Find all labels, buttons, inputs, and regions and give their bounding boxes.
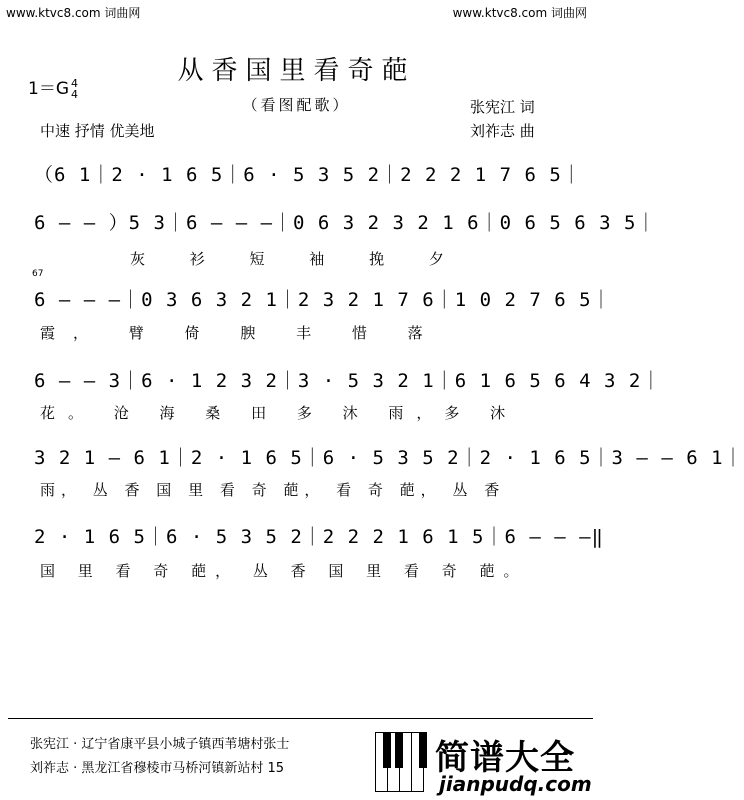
score-line-2: 6 — — ）5 3｜6 — — —｜0 6 3 2 3 2 1 6｜0 6 5 6 3 5｜ bbox=[34, 212, 657, 234]
score-line-5: 3 2 1 — 6 1｜2 · 1 6 5｜6 · 5 3 5 2｜2 · 1 6 5｜3 — — 6 1｜ bbox=[34, 447, 744, 469]
tempo-marking: 中速 抒情 优美地 bbox=[40, 122, 155, 140]
watermark-left: www.ktvc8.com 词曲网 bbox=[6, 6, 141, 20]
time-signature: 4 4 bbox=[71, 77, 78, 101]
footer-line-1: 张宪江 · 辽宁省康平县小城子镇西苇塘村张士 bbox=[30, 737, 290, 752]
footer-line-2: 刘祚志 · 黑龙江省穆棱市马桥河镇新站村 15 bbox=[30, 761, 285, 776]
lyrics-line-4: 花。 沧 海 桑 田 多 沐 雨，多 沐 bbox=[40, 404, 519, 422]
lyricist-credit: 张宪江 词 bbox=[470, 98, 535, 116]
lyrics-line-6: 国 里 看 奇 葩， 丛 香 国 里 看 奇 葩。 bbox=[40, 562, 528, 580]
footer-divider bbox=[8, 718, 593, 719]
composer-credit: 刘祚志 曲 bbox=[470, 122, 535, 140]
measure-marker: 67 bbox=[32, 269, 44, 279]
watermark-right: www.ktvc8.com 词曲网 bbox=[452, 6, 587, 20]
logo-url: jianpudq.com bbox=[439, 772, 592, 796]
lyrics-line-2: 灰 衫 短 袖 挽 夕 bbox=[130, 250, 464, 268]
score-line-1: （6 1｜2 · 1 6 5｜6 · 5 3 5 2｜2 2 2 1 7 6 5｜ bbox=[34, 164, 582, 186]
lyrics-line-5: 雨， 丛 香 国 里 看 奇 葩， 看 奇 葩， 丛 香 bbox=[40, 481, 506, 499]
piano-keys-icon bbox=[375, 732, 433, 794]
song-title: 从香国里看奇葩 bbox=[177, 56, 416, 86]
score-line-6: 2 · 1 6 5｜6 · 5 3 5 2｜2 2 2 1 6 1 5｜6 — — —‖ bbox=[34, 526, 604, 548]
lyrics-line-3: 霞， 臂 倚 腴 丰 惜 落 bbox=[40, 324, 441, 342]
score-line-3: 6 — — —｜0 3 6 3 2 1｜2 3 2 1 7 6｜1 0 2 7 6 5｜ bbox=[34, 289, 612, 311]
song-subtitle: （看图配歌） bbox=[242, 96, 351, 114]
key-label: 1＝G bbox=[28, 79, 69, 99]
logo-name: 简谱大全 bbox=[435, 738, 575, 778]
site-logo bbox=[375, 728, 593, 800]
score-line-4: 6 — — 3｜6 · 1 2 3 2｜3 · 5 3 2 1｜6 1 6 5 6 4 3 2｜ bbox=[34, 370, 662, 392]
